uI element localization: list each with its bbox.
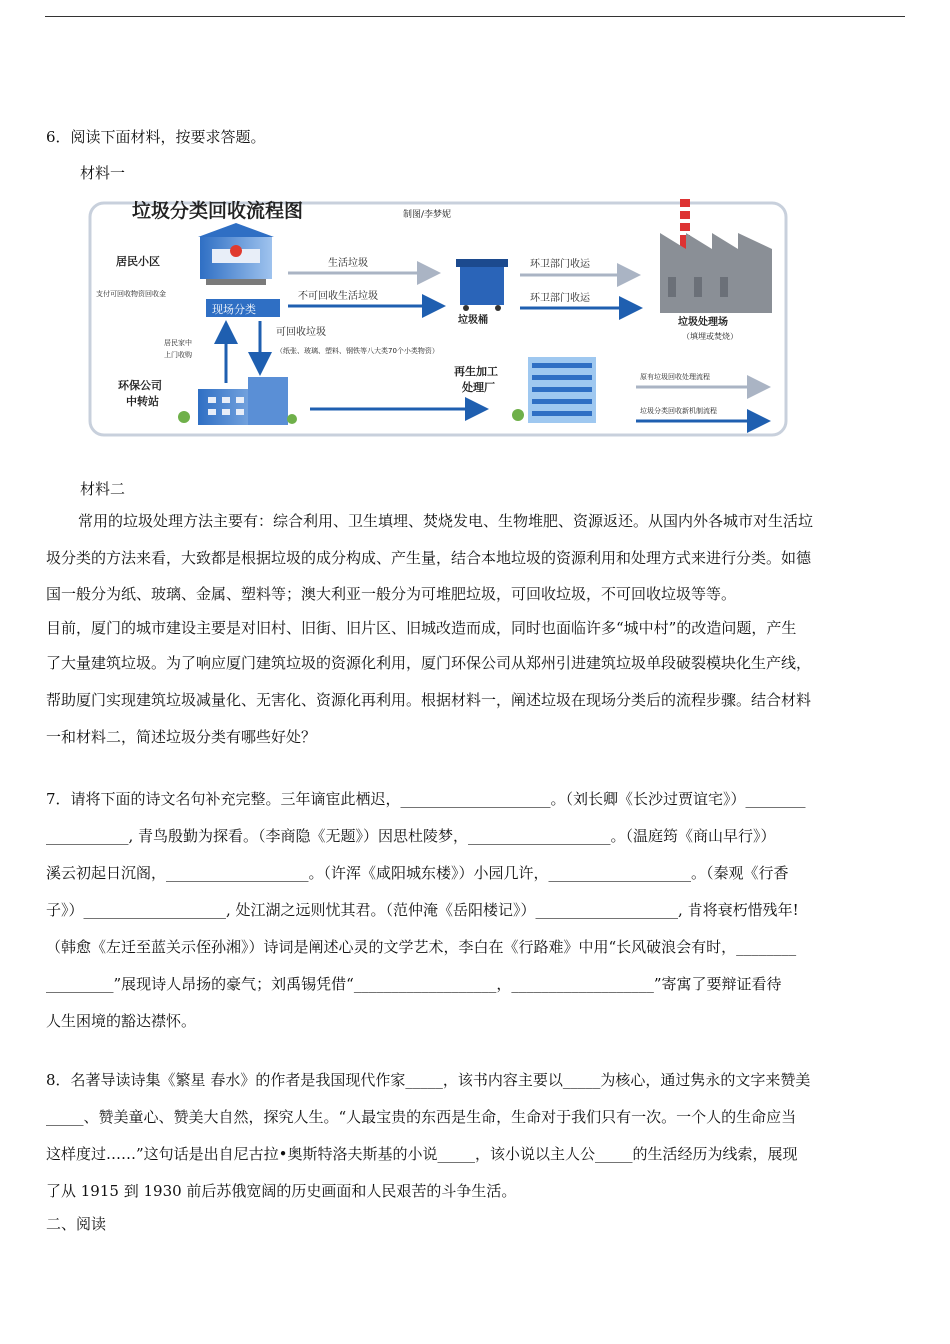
question-6-title: 6．阅读下面材料，按要求答题。 [46, 128, 266, 146]
section-2-heading: 二、阅读 [46, 1215, 107, 1233]
household-waste-label: 生活垃圾 [328, 258, 368, 269]
legend-old-label: 原有垃圾回收处理流程 [640, 373, 710, 381]
question-8-line: _____、赞美童心、赞美大自然，探究人生。“人最宝贵的东西是生命，生命对于我们只有一次。一个人的生命应当 [46, 1108, 797, 1126]
material-2-line: 常用的垃圾处理方法主要有：综合利用、卫生填埋、焚烧发电、生物堆肥、资源返还。从国内外各城市对生活垃 [78, 512, 814, 530]
door-collect-2: 上门收购 [164, 351, 192, 359]
material-2-text [46, 503, 906, 756]
residential-label: 居民小区 [116, 255, 160, 268]
recyclable-note: （纸张、玻璃、塑料、钢铁等八大类70个小类物资） [276, 347, 439, 355]
plant-label: 垃圾处理场 [678, 317, 728, 328]
header-rule [45, 16, 905, 17]
question-7-line: ___________, 青鸟殷勤为探看。（李商隐《无题》）因思杜陵梦，___________________。（温庭筠《商山早行》） [46, 827, 776, 845]
trash-bin-icon [456, 259, 508, 311]
question-7-line: （韩愈《左迁至蓝关示侄孙湘》）诗词是阐述心灵的文学艺术，李白在《行路难》中用“长风破浪会有时，________ [46, 938, 797, 956]
pay-note: 支付可回收物资回收金 [96, 290, 166, 298]
question-7-line: _________”展现诗人昂扬的豪气；刘禹锡凭借“___________________，___________________”寄寓了要辩证看待 [46, 975, 782, 993]
material-2-line: 一和材料二，简述垃圾分类有哪些好处？ [46, 728, 317, 746]
recyclable-label: 可回收垃圾 [276, 327, 326, 338]
plant-note: （填埋或焚烧） [682, 332, 738, 341]
question-7-line: 7．请将下面的诗文名句补充完整。三年谪宦此栖迟，____________________。（刘长卿《长沙过贾谊宅》）________ [46, 790, 806, 808]
material-2-label: 材料二 [80, 480, 126, 498]
question-7-line: 子》）___________________, 处江湖之远则忧其君。（范仲淹《岳阳楼记》）___________________, 肯将衰朽惜残年! [46, 901, 799, 919]
non-recyclable-label: 不可回收生活垃圾 [298, 291, 378, 302]
question-8-line: 了从 1915 到 1930 前后苏俄宽阔的历史画面和人民艰苦的斗争生活。 [46, 1182, 517, 1200]
transfer-station-2: 中转站 [126, 395, 159, 408]
recycle-factory-1: 再生加工 [454, 365, 498, 378]
door-collect-1: 居民家中 [164, 339, 192, 347]
diagram-title: 垃圾分类回收流程图 [132, 200, 304, 222]
material-2-line: 国一般分为纸、玻璃、金属、塑料等；澳大利亚一般分为可堆肥垃圾，可回收垃圾，不可回收垃圾等等。 [46, 585, 737, 603]
material-1-label: 材料一 [80, 164, 126, 182]
sanitation-label-2: 环卫部门收运 [530, 293, 590, 304]
question-7-line: 人生困境的豁达襟怀。 [46, 1012, 197, 1030]
bin-label: 垃圾桶 [458, 315, 488, 326]
material-2-line: 圾分类的方法来看，大致都是根据垃圾的成分构成、产生量，结合本地垃圾的资源利用和处理方式来进行分类。如德 [46, 549, 812, 567]
material-2-line: 目前，厦门的城市建设主要是对旧村、旧街、旧片区、旧城改造而成，同时也面临许多“城中村”的改造问题，产生 [46, 619, 797, 637]
legend-new-label: 垃圾分类回收新机制流程 [640, 407, 717, 415]
transfer-station-1: 环保公司 [118, 379, 162, 392]
diagram-credit: 制图/李梦妮 [403, 210, 452, 220]
material-2-line: 帮助厦门实现建筑垃圾减量化、无害化、资源化再利用。根据材料一，阐述垃圾在现场分类后的流程步骤。结合材料 [46, 691, 812, 709]
recycle-factory-2: 处理厂 [462, 381, 495, 394]
question-8-line: 8．名著导读诗集《繁星 春水》的作者是我国现代作家_____，该书内容主要以_____为核心，通过隽永的文字来赞美 [46, 1071, 811, 1089]
question-7-line: 溪云初起日沉阁，___________________。（许浑《咸阳城东楼》）小园几许，___________________。（秦观《行香 [46, 864, 789, 882]
waste-sorting-flowchart [88, 193, 788, 438]
question-8 [46, 1062, 906, 1210]
question-7 [46, 781, 906, 1040]
question-8-line: 这样度过……”这句话是出自尼古拉•奥斯特洛夫斯基的小说_____，该小说以主人公_____的生活经历为线索，展现 [46, 1145, 798, 1163]
onsite-sort-label: 现场分类 [212, 303, 256, 316]
sanitation-label-1: 环卫部门收运 [530, 259, 590, 270]
material-2-line: 了大量建筑垃圾。为了响应厦门建筑垃圾的资源化利用，厦门环保公司从郑州引进建筑垃圾单段破裂模块化生产线， [46, 654, 812, 672]
